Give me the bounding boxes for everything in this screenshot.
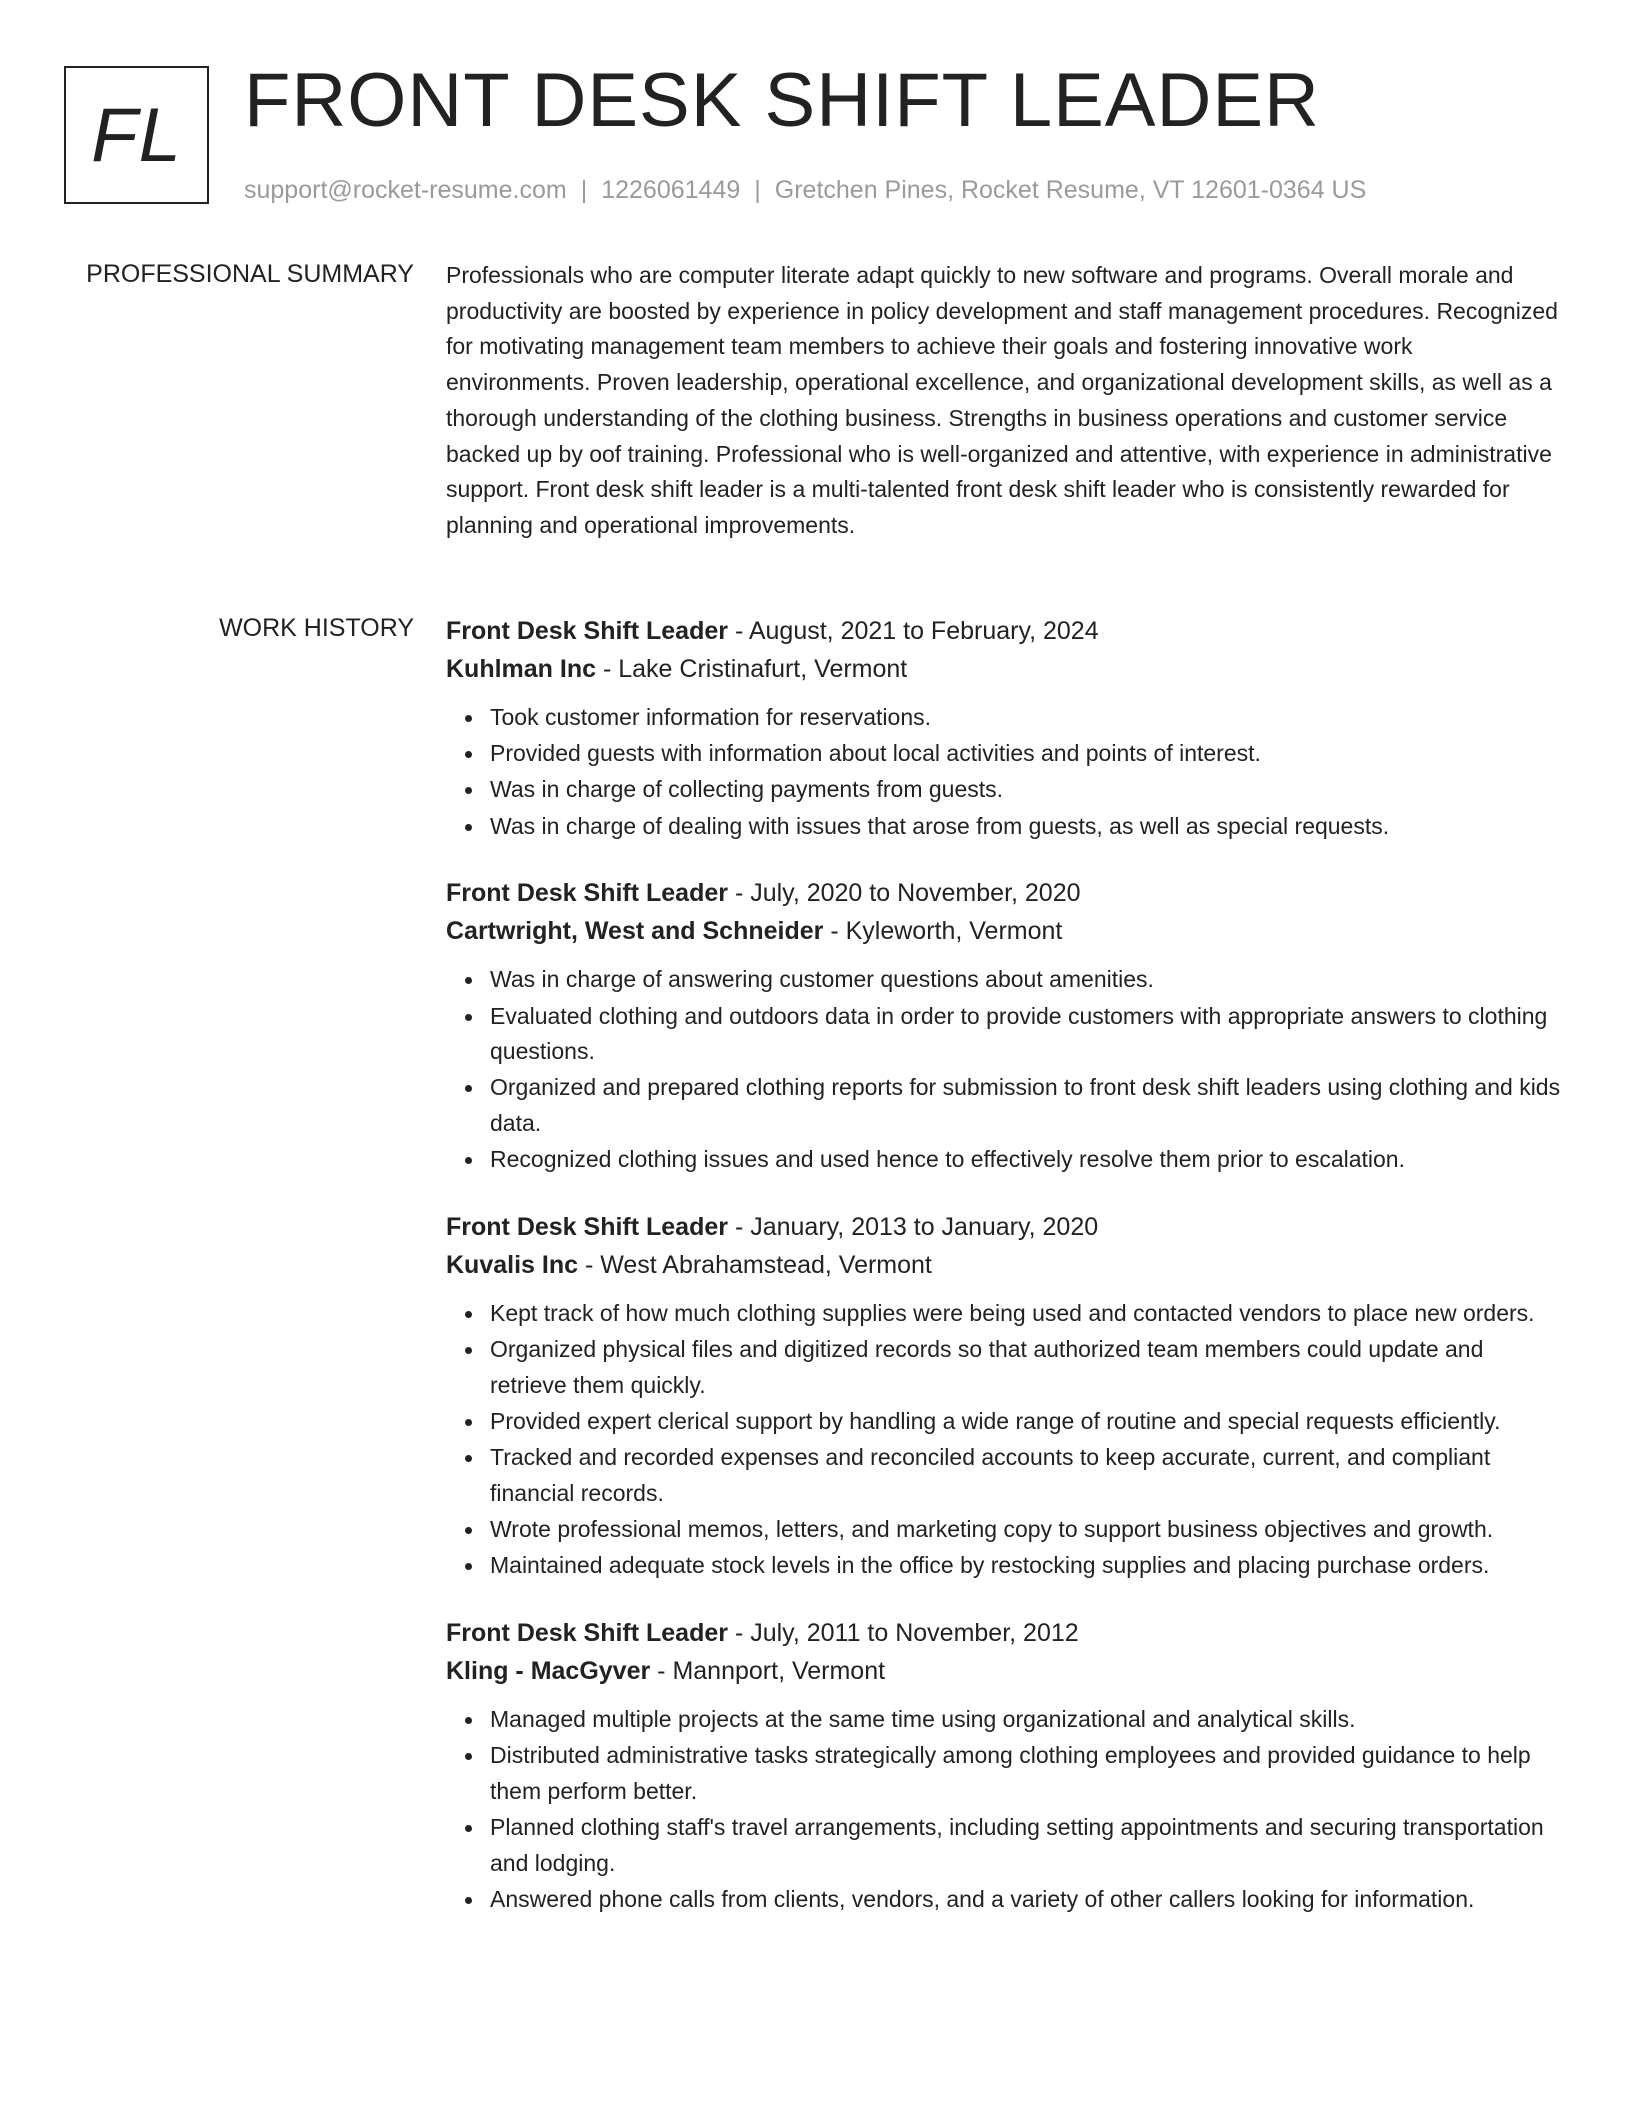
job-bullet: Recognized clothing issues and used hence to effectively resolve them prior to escalation.: [490, 1142, 1562, 1178]
job-dash: -: [650, 1657, 673, 1686]
job-entry: [446, 1614, 1562, 1918]
job-bullet: Provided expert clerical support by handling a wide range of routine and special requests efficiently.: [490, 1404, 1562, 1440]
job-location: Kyleworth, Vermont: [845, 917, 1063, 946]
job-heading: [446, 1614, 1562, 1652]
job-dash: -: [728, 1619, 751, 1648]
summary-text: Professionals who are computer literate adapt quickly to new software and programs. Overall morale and productivity are boosted by experience in policy development and staff management procedures. Recognized for motivating management team members to achieve their goals and fostering innovative work environments. Proven leadership, operational excellence, and organizational development skills, as well as a thorough understanding of the clothing business. Strengths in business operations and customer service backed up by oof training. Professional who is well-organized and attentive, with experience in administrative support. Front desk shift leader is a multi-talented front desk shift leader who is consistently rewarded for planning and operational improvements.: [446, 262, 1558, 538]
job-bullets: [446, 1702, 1562, 1918]
summary-body: [446, 258, 1562, 544]
job-company: Kuvalis Inc: [446, 1251, 578, 1280]
job-entry: [446, 874, 1562, 1178]
job-dates: July, 2020 to November, 2020: [750, 879, 1081, 908]
job-bullets: [446, 700, 1562, 844]
job-bullet: Managed multiple projects at the same time using organizational and analytical skills.: [490, 1702, 1562, 1738]
contact-address: Gretchen Pines, Rocket Resume, VT 12601-0364 US: [774, 176, 1367, 204]
contact-separator: |: [580, 176, 588, 204]
job-bullets: [446, 962, 1562, 1178]
job-dash: -: [596, 655, 619, 683]
job-dash: -: [823, 917, 846, 946]
job-employer: [446, 1652, 1562, 1690]
resume-title: FRONT DESK SHIFT LEADER: [244, 58, 1320, 143]
contact-phone[interactable]: 1226061449: [601, 176, 741, 204]
job-bullet: Answered phone calls from clients, vendors, and a variety of other callers looking for information.: [490, 1882, 1562, 1918]
job-bullets: [446, 1296, 1562, 1584]
job-bullet: Wrote professional memos, letters, and marketing copy to support business objectives and growth.: [490, 1512, 1562, 1548]
job-bullet: Kept track of how much clothing supplies were being used and contacted vendors to place new orders.: [490, 1296, 1562, 1332]
monogram-badge: FL: [64, 66, 209, 204]
job-company: Cartwright, West and Schneider: [446, 917, 824, 946]
job-bullet: Maintained adequate stock levels in the office by restocking supplies and placing purchase orders.: [490, 1548, 1562, 1584]
contact-line: [244, 174, 1366, 206]
job-bullet: Organized physical files and digitized records so that authorized team members could update and retrieve them quickly.: [490, 1332, 1562, 1403]
job-bullet: Was in charge of collecting payments from guests.: [490, 772, 1562, 808]
contact-email[interactable]: support@rocket-resume.com: [244, 176, 567, 204]
job-dash: -: [578, 1251, 601, 1280]
section-label-work-history: WORK HISTORY: [219, 614, 414, 642]
job-location: West Abrahamstead, Vermont: [600, 1251, 932, 1280]
job-employer: [446, 912, 1562, 950]
job-company: Kuhlman Inc: [446, 655, 597, 683]
job-heading: [446, 874, 1562, 912]
job-dates: July, 2011 to November, 2012: [750, 1619, 1079, 1648]
job-bullet: Was in charge of answering customer questions about amenities.: [490, 962, 1562, 998]
job-company: Kling - MacGyver: [446, 1657, 651, 1686]
work-history-list: [446, 612, 1562, 1948]
job-location: Lake Cristinafurt, Vermont: [618, 655, 908, 683]
job-dash: -: [728, 879, 751, 908]
job-employer: [446, 1246, 1562, 1284]
job-dash: -: [728, 1213, 751, 1242]
section-label-summary: PROFESSIONAL SUMMARY: [86, 260, 414, 288]
job-title: Front Desk Shift Leader: [446, 1213, 728, 1242]
job-title: Front Desk Shift Leader: [446, 617, 728, 645]
job-bullet: Tracked and recorded expenses and reconciled accounts to keep accurate, current, and compliant financial records.: [490, 1440, 1562, 1511]
job-bullet: Organized and prepared clothing reports for submission to front desk shift leaders using clothing and kids data.: [490, 1070, 1562, 1141]
job-bullet: Was in charge of dealing with issues that arose from guests, as well as special requests.: [490, 809, 1562, 845]
job-heading: [446, 1208, 1562, 1246]
job-bullet: Planned clothing staff's travel arrangements, including setting appointments and securing transportation and lodging.: [490, 1810, 1562, 1881]
job-bullet: Evaluated clothing and outdoors data in order to provide customers with appropriate answers to clothing questions.: [490, 999, 1562, 1070]
contact-separator: |: [754, 176, 761, 204]
job-employer: [446, 650, 1562, 688]
job-dash: -: [728, 617, 749, 645]
job-dates: January, 2013 to January, 2020: [750, 1213, 1099, 1242]
job-bullet: Provided guests with information about local activities and points of interest.: [490, 736, 1562, 772]
job-title: Front Desk Shift Leader: [446, 1619, 728, 1648]
job-dates: August, 2021 to February, 2024: [748, 617, 1099, 645]
job-bullet: Took customer information for reservations.: [490, 700, 1562, 736]
job-heading: [446, 612, 1562, 650]
job-title: Front Desk Shift Leader: [446, 879, 728, 908]
job-location: Mannport, Vermont: [672, 1657, 886, 1686]
job-bullet: Distributed administrative tasks strategically among clothing employees and provided guidance to help them perform better.: [490, 1738, 1562, 1809]
job-entry: [446, 612, 1562, 844]
job-entry: [446, 1208, 1562, 1584]
